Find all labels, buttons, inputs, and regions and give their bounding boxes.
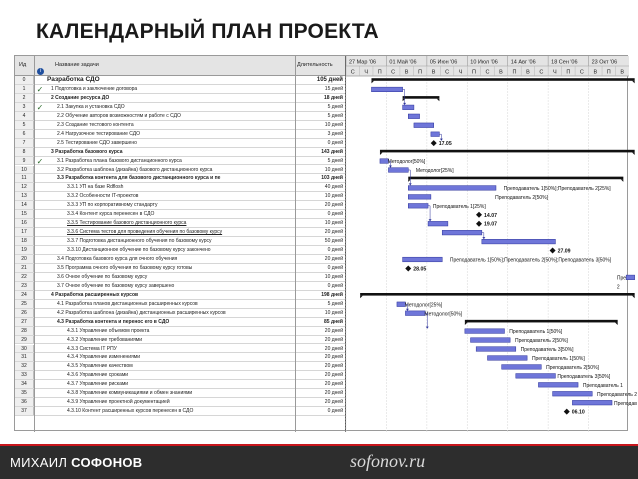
week-label: 18 Сен '06 [551, 59, 578, 66]
milestone-label: 27.09 [557, 248, 571, 255]
day-label: С [445, 69, 450, 76]
row-id: 31 [15, 353, 34, 361]
task-name: 3.1 Разработка плана базового дистанционного курса [57, 157, 182, 164]
task-duration: 20 дней [324, 363, 343, 370]
row-id: 19 [15, 246, 34, 254]
resource-label: Преподаватель 1[50%];Преподаватель 2[25%] [503, 186, 611, 192]
indicator-cell [34, 327, 46, 335]
row-id: 4 [15, 112, 34, 120]
task-name: 3.3.3 УП по корпоративному стандарту [67, 202, 158, 209]
task-name: 4.2 Разработка шаблона (дизайна) дистанционных расширенных курсов [57, 309, 226, 316]
row-id: 35 [15, 389, 34, 397]
indicator-cell [34, 362, 46, 370]
task-name: 4.3.5 Управление качеством [67, 363, 133, 370]
task-duration: 0 дней [327, 408, 343, 415]
task-bar [626, 275, 634, 280]
task-name: 3.3.4 Контент курса перенесен в СДО [67, 211, 155, 218]
dependency-arrow [429, 219, 432, 221]
week-label: 27 Мар '06 [349, 59, 377, 66]
day-label: В [593, 69, 598, 76]
indicator-cell [34, 210, 46, 218]
row-id: 24 [15, 291, 34, 299]
task-name: 3.3 Разработка контента для базового дистанционного курса и пе [57, 175, 221, 182]
milestone-diamond [476, 212, 482, 218]
task-duration: 5 дней [327, 112, 343, 119]
row-id: 18 [15, 237, 34, 245]
task-bar [371, 87, 402, 92]
task-duration: 20 дней [324, 390, 343, 397]
task-name: 4.3.1 Управление объемом проекта [67, 327, 150, 334]
footer-accent-line [0, 444, 638, 446]
indicator-cell [34, 291, 46, 299]
task-duration: 20 дней [324, 202, 343, 209]
row-id: 3 [15, 103, 34, 111]
indicator-cell [34, 94, 46, 102]
day-label: В [620, 69, 625, 76]
task-name: 4.3.9 Управление проектной документацией [67, 399, 170, 406]
check-icon: ✓ [36, 156, 44, 166]
row-id: 36 [15, 398, 34, 406]
day-label: С [350, 69, 355, 76]
day-label: П [472, 69, 477, 76]
summary-bar-end [632, 81, 635, 84]
task-name: 3.6 Очное обучение по базовому курсу [57, 273, 148, 280]
task-bar [553, 391, 593, 396]
task-name: 3.3.2 Особенности IT-проектов [67, 193, 139, 200]
row-id: 9 [15, 157, 34, 165]
resource-label: Методолог[50%] [387, 159, 426, 166]
week-label: 05 Июн '06 [429, 59, 458, 66]
task-name: Разработка СДО [47, 76, 100, 83]
milestone-diamond [405, 265, 411, 271]
milestone-diamond [550, 248, 556, 254]
week-label: 23 Окт '06 [591, 59, 618, 66]
resource-label: Преподаватель 1[50%];Преподаватель 2[50%];Преподаватель 3[50%] [449, 257, 612, 264]
task-name: 3.3.5 Тестирование базового дистанционного курса [67, 220, 187, 227]
task-name: 4.1 Разработка планов дистанционных расширенных курсов [57, 300, 198, 307]
task-name: 2.1 Закупка и установка СДО [57, 103, 125, 110]
week-label: 14 Авг '06 [510, 59, 536, 66]
task-duration: 103 дней [321, 175, 343, 182]
summary-bar [371, 78, 634, 81]
task-bar [431, 132, 439, 137]
task-duration: 20 дней [324, 327, 343, 334]
task-duration: 5 дней [327, 300, 343, 307]
week-label: 10 Июл '06 [470, 59, 498, 66]
day-label: С [539, 69, 544, 76]
task-bar [408, 195, 431, 200]
task-name: 2.4 Нагрузочное тестирование СДО [57, 130, 141, 137]
slide-title: КАЛЕНДАРНЫЙ ПЛАН ПРОЕКТА [36, 20, 379, 43]
task-bar [471, 338, 511, 343]
task-bar [428, 221, 448, 226]
day-label: Ч [458, 69, 463, 76]
task-name: 4.3.3 Система IT РПУ [67, 345, 117, 352]
task-duration: 20 дней [324, 381, 343, 388]
summary-bar [465, 320, 618, 323]
task-duration: 0 дней [327, 139, 343, 146]
task-duration: 10 дней [324, 121, 343, 128]
row-id: 32 [15, 362, 34, 370]
resource-label: Преподаватель 2[50%] [495, 194, 549, 201]
task-name: 2 Создание ресурса ДО [51, 94, 110, 101]
row-id: 37 [15, 407, 34, 415]
summary-bar-end [437, 99, 440, 102]
brand-first: МИХАИЛ [10, 455, 68, 470]
row-id: 28 [15, 327, 34, 335]
row-id: 20 [15, 255, 34, 263]
task-bar [405, 311, 425, 316]
task-name: 4.3.6 Управление сроками [67, 372, 129, 379]
resource-label: Преподаватель 3[50%] [520, 347, 574, 354]
indicator-cell [34, 353, 46, 361]
row-id: 27 [15, 318, 34, 326]
indicator-cell [34, 148, 46, 156]
day-label: С [579, 69, 584, 76]
check-icon: ✓ [36, 102, 44, 112]
grid-divider [34, 56, 35, 432]
row-id: 26 [15, 309, 34, 317]
task-duration: 20 дней [324, 256, 343, 262]
day-label: П [606, 69, 611, 76]
task-duration: 10 дней [324, 273, 343, 280]
resource-label: Методолог[50%] [424, 311, 463, 318]
indicator-cell [34, 201, 46, 209]
task-name: 2.5 Тестирование СДО завершено [57, 139, 137, 146]
summary-bar-end [621, 179, 624, 182]
milestone-diamond [431, 140, 437, 146]
resource-label: Преподаватель 3[50%] [557, 373, 611, 380]
task-duration: 0 дней [327, 211, 343, 218]
day-label: П [418, 69, 423, 76]
indicator-cell [34, 371, 46, 379]
task-bar [442, 230, 482, 235]
task-name: 3.7 Очное обучение по базовому курсу завершено [57, 282, 175, 289]
task-bar [488, 356, 528, 361]
gantt-canvas [346, 56, 638, 432]
indicator-cell [34, 228, 46, 236]
task-duration: 20 дней [324, 229, 343, 236]
indicator-cell [34, 237, 46, 245]
row-id: 1 [15, 85, 34, 93]
task-name: 4.3.8 Управление коммуникациями и обмен знаниями [67, 390, 193, 397]
task-duration: 40 дней [324, 184, 343, 191]
task-name: 2.2 Обучение авторов возможностям и работе с СДО [57, 112, 181, 119]
resource-label: Пре [616, 275, 627, 282]
day-label: В [404, 69, 409, 76]
task-duration: 20 дней [324, 354, 343, 361]
dependency-arrow [403, 103, 406, 105]
row-id: 21 [15, 264, 34, 272]
task-duration: 5 дней [327, 103, 343, 110]
week-label: 01 Май '06 [389, 59, 417, 66]
task-bar [403, 257, 443, 262]
brand-last: СОФОНОВ [71, 455, 143, 470]
row-id: 5 [15, 121, 34, 129]
resource-label: Преподаватель 2[50%] [514, 338, 568, 345]
task-bar [388, 168, 408, 173]
indicator-cell [34, 407, 46, 415]
indicator-cell [34, 309, 46, 317]
task-bar [408, 186, 496, 191]
resource-label: Преподаватель 2 [597, 391, 638, 398]
dependency-arrow [406, 309, 409, 311]
task-bar [465, 329, 505, 334]
indicator-cell [34, 345, 46, 353]
summary-bar-end [615, 322, 618, 325]
dependency-arrow [426, 327, 429, 329]
task-duration: 20 дней [324, 336, 343, 343]
task-name: 3.3.10 Дистанционное обучение по базовому курсу закончено [67, 247, 211, 254]
milestone-diamond [564, 409, 570, 415]
milestone-diamond [476, 221, 482, 227]
task-name: 3.2 Разработка шаблона (дизайна) базового дистанционного курса [57, 166, 213, 173]
day-label: В [499, 69, 503, 76]
day-label: П [377, 69, 382, 76]
day-label: П [512, 69, 517, 76]
dependency-arrow [482, 237, 485, 239]
task-duration: 0 дней [327, 282, 343, 289]
row-id: 7 [15, 139, 34, 147]
task-bar [538, 383, 578, 388]
task-name: 2.3 Создание тестового контента [57, 121, 134, 128]
row-id: 34 [15, 380, 34, 388]
row-id: 14 [15, 201, 34, 209]
summary-bar [403, 96, 440, 99]
row-id: 11 [15, 174, 34, 182]
task-duration: 10 дней [324, 220, 343, 227]
indicator-cell [34, 264, 46, 272]
header-duration[interactable]: Длительность [297, 62, 333, 68]
row-id: 2 [15, 94, 34, 102]
task-duration: 0 дней [327, 247, 343, 254]
milestone-label: 06.10 [571, 409, 585, 416]
task-duration: 3 дней [327, 130, 343, 137]
day-label: С [391, 69, 396, 76]
resource-label: Преподаватель 1[25%] [432, 203, 486, 210]
row-id: 0 [15, 76, 34, 84]
row-id: 33 [15, 371, 34, 379]
resource-label: Методолог[25%] [415, 168, 454, 175]
indicator-cell [34, 166, 46, 174]
task-bar [403, 105, 414, 110]
milestone-label: 19.07 [484, 221, 497, 228]
row-id: 10 [15, 166, 34, 174]
day-label: П [566, 69, 571, 76]
day-label: В [431, 69, 436, 76]
site-name: sofonov.ru [350, 451, 426, 471]
task-name: 3.4 Подготовка базового курса для очного обучения [57, 256, 178, 262]
row-id: 25 [15, 300, 34, 308]
task-duration: 105 дней [316, 77, 343, 83]
task-duration: 10 дней [324, 309, 343, 316]
summary-bar-start [360, 296, 363, 299]
task-duration: 18 дней [324, 94, 343, 101]
row-id: 16 [15, 219, 34, 227]
header-task-name[interactable]: Название задачи [55, 62, 99, 68]
info-icon: i [37, 68, 44, 75]
task-duration: 50 дней [324, 238, 343, 245]
task-bar [408, 204, 428, 209]
summary-bar-end [632, 296, 635, 299]
indicator-cell [34, 174, 46, 182]
task-bar [482, 239, 556, 244]
task-duration: 143 дней [321, 148, 343, 155]
day-label: С [485, 69, 490, 76]
task-duration: 20 дней [324, 399, 343, 406]
task-name: 4.3.4 Управление изменениями [67, 354, 141, 361]
summary-bar-end [632, 152, 635, 155]
resource-label: Преподаватель 1[50%] [531, 356, 585, 363]
milestone-label: 14.07 [484, 212, 497, 219]
summary-bar-start [380, 152, 383, 155]
gantt-chart [346, 56, 638, 432]
indicator-cell [34, 112, 46, 120]
task-duration: 15 дней [324, 85, 343, 92]
row-id: 12 [15, 183, 34, 191]
indicator-cell [34, 246, 46, 254]
header-id[interactable]: Ид [19, 62, 27, 68]
task-duration: 20 дней [324, 372, 343, 379]
indicator-cell [34, 300, 46, 308]
task-name: 4.3 Разработка контента и перенос его в СДО [57, 318, 170, 325]
summary-bar [408, 177, 623, 180]
task-name: 4.3.10 Контент расширенных курсов перенесен в СДО [67, 408, 194, 415]
task-name: 3.3.7 Подготовка дистанционного обучения по базовому курсу [67, 238, 212, 245]
indicator-cell [34, 130, 46, 138]
grid-divider [295, 56, 296, 432]
task-duration: 0 дней [327, 264, 343, 271]
row-id: 13 [15, 192, 34, 200]
task-duration: 198 дней [321, 291, 343, 298]
task-name: 3 Разработка базового курса [51, 148, 123, 155]
summary-bar [360, 293, 635, 296]
task-bar [502, 365, 542, 370]
task-name: 4 Разработка расширенных курсов [51, 291, 139, 298]
row-id: 6 [15, 130, 34, 138]
task-name: 4.3.7 Управление рисками [67, 381, 129, 388]
row-id: 15 [15, 210, 34, 218]
row-id: 29 [15, 336, 34, 344]
indicator-cell [34, 389, 46, 397]
row-id: 22 [15, 273, 34, 281]
row-id: 23 [15, 282, 34, 290]
task-bar [572, 400, 612, 405]
resource-label: Преподаватель 1[50%] [509, 329, 563, 336]
dependency-arrow [389, 166, 392, 168]
task-duration: 10 дней [324, 193, 343, 200]
indicator-cell [34, 380, 46, 388]
indicator-cell [34, 139, 46, 147]
task-bar [476, 347, 516, 352]
task-duration: 20 дней [324, 345, 343, 352]
milestone-label: 17.05 [438, 141, 452, 148]
summary-bar [380, 150, 635, 153]
indicator-cell [34, 336, 46, 344]
row-id: 17 [15, 228, 34, 236]
summary-bar-start [371, 81, 374, 84]
milestone-label: 28.05 [413, 266, 427, 273]
indicator-cell [34, 183, 46, 191]
day-label: Ч [553, 69, 557, 76]
resource-label: Преподаватель 2[50%] [546, 365, 599, 371]
indicator-cell [34, 398, 46, 406]
task-name: 3.3.1 УП на базе Rdflosh [67, 184, 124, 191]
day-label: Ч [364, 69, 369, 76]
indicator-cell [34, 76, 46, 84]
row-id: 8 [15, 148, 34, 156]
resource-label: Методолог[25%] [404, 302, 443, 309]
task-duration: 10 дней [324, 166, 343, 173]
indicator-cell [34, 273, 46, 281]
task-bar [516, 374, 556, 379]
task-duration: 5 дней [327, 157, 343, 164]
indicator-cell [34, 192, 46, 200]
task-name: 3.3.6 Система тестов для проведения обучения по базовому курсу [67, 229, 223, 236]
task-bar [408, 114, 419, 119]
check-icon: ✓ [36, 84, 44, 94]
task-name: 4.3.2 Управление требованиями [67, 336, 143, 343]
row-id: 30 [15, 345, 34, 353]
resource-label: Преподав [614, 400, 637, 407]
resource-label: 2 [616, 284, 620, 291]
dependency-arrow [409, 183, 412, 185]
task-bar [414, 123, 434, 128]
day-label: В [526, 69, 530, 76]
indicator-cell [34, 282, 46, 290]
indicator-cell [34, 318, 46, 326]
task-name: 3.5 Программа очного обучения по базовому курсу готовы [57, 264, 193, 271]
ms-project-view [14, 55, 638, 431]
indicator-cell [34, 121, 46, 129]
task-duration: 85 дней [324, 318, 343, 325]
dependency-link [428, 206, 430, 221]
task-name: 1 Подготовка и заключение договора [51, 85, 138, 92]
resource-label: Преподаватель 1 [582, 382, 623, 389]
author-brand [10, 455, 143, 470]
indicator-cell [34, 219, 46, 227]
indicator-cell [34, 255, 46, 263]
